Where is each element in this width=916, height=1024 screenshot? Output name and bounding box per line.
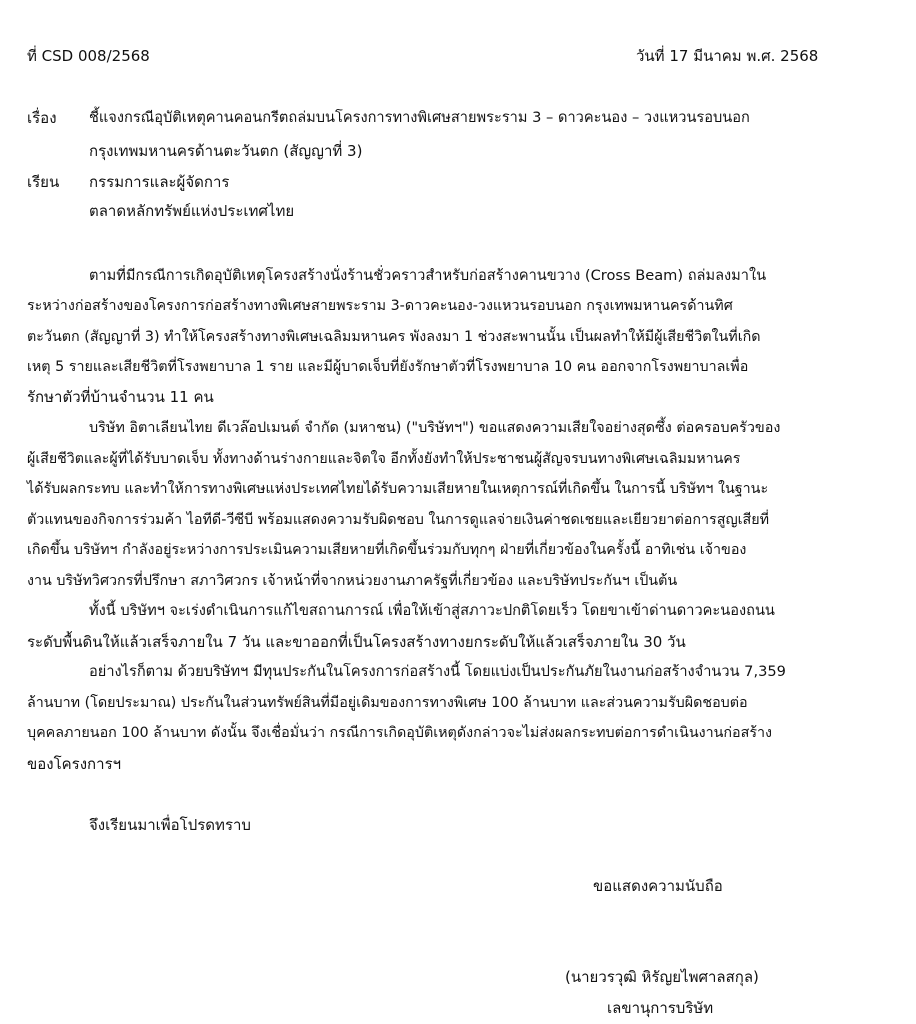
body-line: เหตุ 5 รายและเสียชีวิตที่โรงพยาบาล 1 ราย และมีผู้บาดเจ็บที่ยังรักษาตัวที่โรงพยาบาล 10 คน ออกจากโรงพยาบาลเพื่อ (27, 359, 749, 375)
recipient-line-1: กรรมการและผู้จัดการ (89, 173, 230, 191)
signer-name: (นายวรวุฒิ หิรัญยไพศาลสกุล) (565, 968, 759, 986)
signer-title: เลขานุการบริษัท (607, 999, 714, 1017)
closing-statement: จึงเรียนมาเพื่อโปรดทราบ (89, 816, 251, 834)
subject-label: เรื่อง (27, 109, 57, 127)
body-line: อย่างไรก็ตาม ด้วยบริษัทฯ มีทุนประกันในโครงการก่อสร้างนี้ โดยแบ่งเป็นประกันภัยในงานก่อสร้างจำนวน 7,359 (89, 663, 786, 680)
body-line: ของโครงการฯ (27, 755, 122, 773)
closing-regards: ขอแสดงความนับถือ (593, 877, 723, 895)
body-line: งาน บริษัทวิศวกรที่ปรึกษา สภาวิศวกร เจ้าหน้าที่จากหน่วยงานภาครัฐที่เกี่ยวข้อง และบริษัทประกันฯ เป็นต้น (27, 573, 678, 589)
body-line: ล้านบาท (โดยประมาณ) ประกันในส่วนทรัพย์สินที่มีอยู่เดิมของการทางพิเศษ 100 ล้านบาท และส่วนความรับผิดชอบต่อ (27, 695, 748, 711)
subject-line-2: กรุงเทพมหานครด้านตะวันตก (สัญญาที่ 3) (89, 142, 363, 160)
body-line: ระหว่างก่อสร้างของโครงการก่อสร้างทางพิเศษสายพระราม 3-ดาวคะนอง-วงแหวนรอบนอก กรุงเทพมหานครด้านทิศ (27, 298, 733, 314)
body-line: เกิดขึ้น บริษัทฯ กำลังอยู่ระหว่างการประเมินความเสียหายที่เกิดขึ้นร่วมกับทุกๆ ฝ่ายที่เกี่ยวข้องในครั้งนี้ อาทิเช่น เจ้าของ (27, 542, 747, 558)
reference-number: ที่ CSD 008/2568 (27, 47, 150, 65)
body-line: ตะวันตก (สัญญาที่ 3) ทำให้โครงสร้างทางพิเศษเฉลิมมหานคร พังลงมา 1 ช่วงสะพานนั้น เป็นผลทำให้มีผู้เสียชีวิตในที่เกิด (27, 329, 761, 345)
recipient-line-2: ตลาดหลักทรัพย์แห่งประเทศไทย (89, 202, 295, 220)
body-line: บุคคลภายนอก 100 ล้านบาท ดังนั้น จึงเชื่อมั่นว่า กรณีการเกิดอุบัติเหตุดังกล่าวจะไม่ส่งผลกระทบต่อการดำเนินงานก่อสร้าง (27, 725, 773, 741)
body-line: ทั้งนี้ บริษัทฯ จะเร่งดำเนินการแก้ไขสถานการณ์ เพื่อให้เข้าสู่สภาวะปกติโดยเร็ว โดยขาเข้าด่านดาวคะนองถนน (89, 602, 775, 619)
body-line: ผู้เสียชีวิตและผู้ที่ได้รับบาดเจ็บ ทั้งทางด้านร่างกายและจิตใจ อีกทั้งยังทำให้ประชาชนผู้สัญจรบนทางพิเศษเฉลิมมหานคร (27, 451, 741, 467)
body-line: รักษาตัวที่บ้านจำนวน 11 คน (27, 388, 214, 406)
recipient-label: เรียน (27, 173, 60, 191)
body-line: ตามที่มีกรณีการเกิดอุบัติเหตุโครงสร้างนั่งร้านชั่วคราวสำหรับก่อสร้างคานขวาง (Cross Beam) ถล่มลงมาใน (89, 267, 767, 284)
body-line: ได้รับผลกระทบ และทำให้การทางพิเศษแห่งประเทศไทยได้รับความเสียหายในเหตุการณ์ที่เกิดขึ้น ในการนี้ บริษัทฯ ในฐานะ (27, 481, 769, 497)
subject-line-1: ชี้แจงกรณีอุบัติเหตุคานคอนกรีตถล่มบนโครงการทางพิเศษสายพระราม 3 – ดาวคะนอง – วงแหวนรอบนอก (89, 109, 750, 126)
body-line: บริษัท อิตาเลียนไทย ดีเวล๊อปเมนต์ จำกัด (มหาชน) ("บริษัทฯ") ขอแสดงความเสียใจอย่างสุดซึ้ง ต่อครอบครัวของ (89, 420, 781, 436)
body-line: ระดับพื้นดินให้แล้วเสร็จภายใน 7 วัน และขาออกที่เป็นโครงสร้างทางยกระดับให้แล้วเสร็จภายใน 30 วัน (27, 633, 686, 651)
body-line: ตัวแทนของกิจการร่วมค้า ไอทีดี-วีซีบี พร้อมแสดงความรับผิดชอบ ในการดูแลจ่ายเงินค่าชดเชยและเยียวยาต่อการสูญเสียที่ (27, 512, 770, 528)
document-date: วันที่ 17 มีนาคม พ.ศ. 2568 (636, 47, 819, 65)
